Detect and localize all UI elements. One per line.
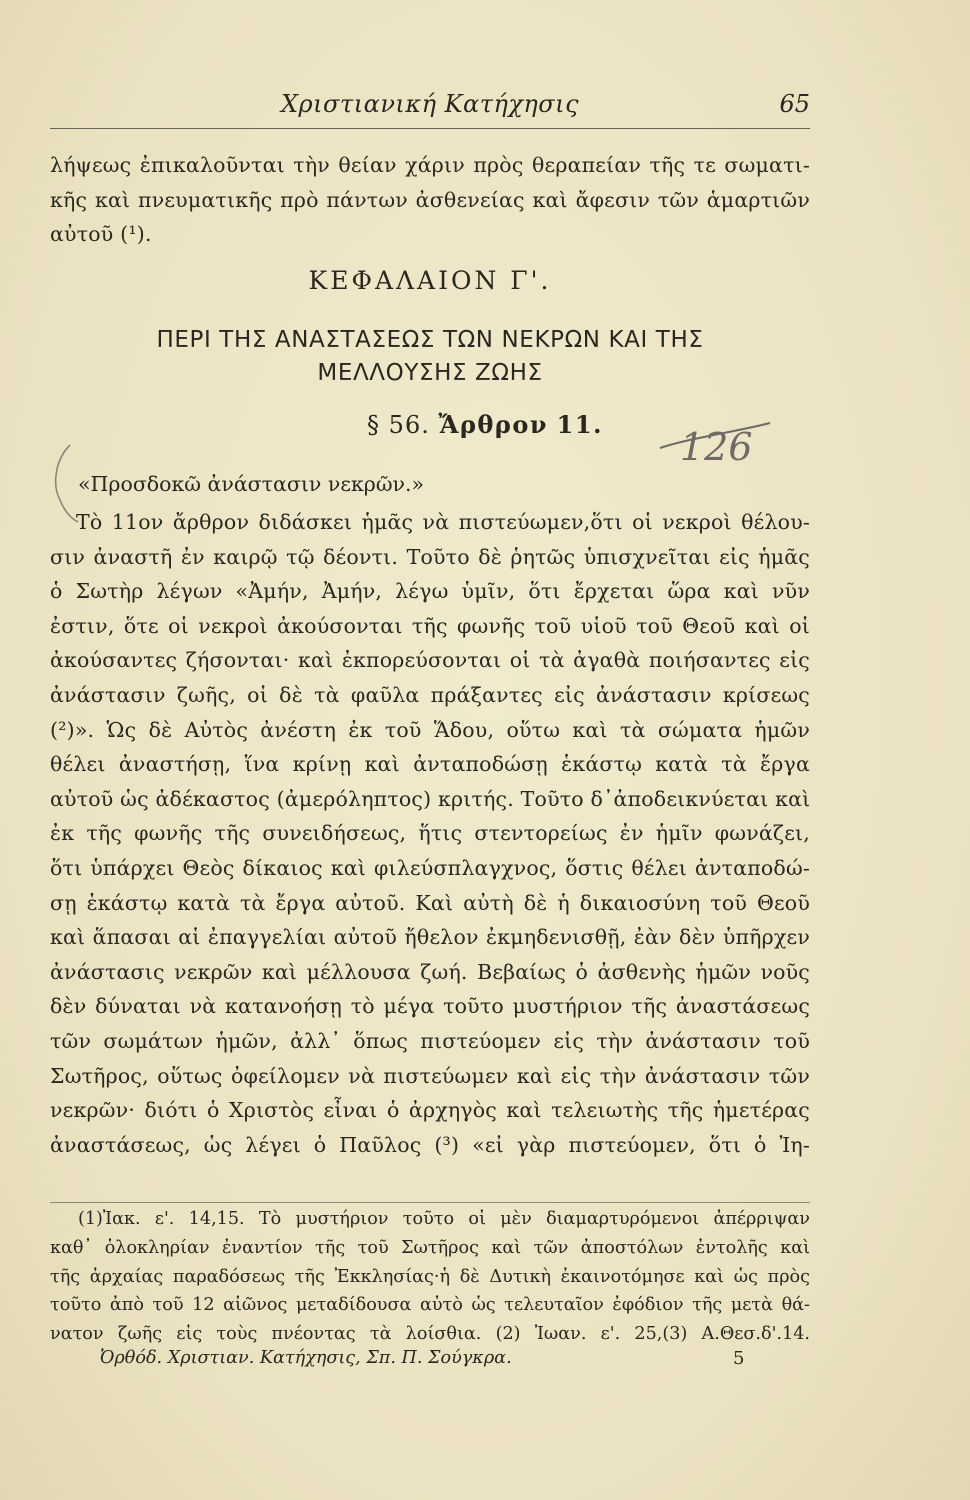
text-line: αὐτοῦ ὡς ἀδέκαστος (ἀμερόληπτος) κριτής. Τοῦτο δ᾽ἀποδεικνύεται καὶ [50, 786, 811, 811]
section-mark: § 56. [367, 411, 430, 439]
text-line: Σωτῆρος, οὕτως ὀφείλομεν νὰ πιστεύωμεν καὶ εἰς τὴν ἀνάστασιν τῶν [50, 1063, 810, 1088]
text-line: ὁ Σωτὴρ λέγων «Ἀμήν, Ἀμήν, λέγω ὑμῖν, ὅτι ἔρχεται ὥρα καὶ νῦν [50, 579, 810, 604]
footnote-line: τοῦτο ἀπὸ τοῦ 12 αἰῶνος μεταδίδουσα αὐτὸ ὡς τελευταῖον ἐφόδιον τῆς μετὰ θά- [50, 1295, 810, 1316]
text-line: νεκρῶν· διότι ὁ Χριστὸς εἶναι ὁ ἀρχηγὸς καὶ τελειωτὴς τῆς ἡμετέρας [50, 1098, 810, 1123]
intro-paragraph [50, 148, 810, 252]
text-line: ὅτι ὑπάρχει Θεὸς δίκαιος καὶ φιλεύσπλαγχνος, ὅστις θέλει ἀνταποδώ- [50, 855, 810, 880]
text-line: ἀνάστασις νεκρῶν καὶ μέλλουσα ζωή. Βεβαίως ὁ ἀσθενὴς ἡμῶν νοῦς [50, 959, 810, 984]
article-heading [0, 410, 970, 439]
article-number: 11. [556, 410, 603, 439]
text-line: (²)». Ὡς δὲ Αὐτὸς ἀνέστη ἐκ τοῦ Ἅδου, οὕτω καὶ τὰ σώματα ἡμῶν [50, 717, 810, 742]
text-line: ἀνάστασιν ζωῆς, οἱ δὲ τὰ φαῦλα πράξαντες εἰς ἀνάστασιν κρίσεως [50, 682, 810, 707]
text-line: λήψεως ἐπικαλοῦνται τὴν θείαν χάριν πρὸς θεραπείαν τῆς τε σωματι- [50, 153, 810, 177]
footnotes [50, 1202, 810, 1349]
pencil-annotation-mark [650, 408, 780, 478]
text-line: καὶ ἅπασαι αἱ ἐπαγγελίαι αὐτοῦ ἤθελον ἐκμηδενισθῇ, ἐὰν δὲν ὑπῆρχεν [50, 925, 810, 950]
main-paragraph [50, 505, 810, 1162]
text-line: κῆς καὶ πνευματικῆς πρὸ πάντων ἀσθενείας καὶ ἄφεσιν τῶν ἁμαρτιῶν [50, 187, 810, 212]
text-line: ἀκούσαντες ζήσονται· καὶ ἐκπορεύσονται οἱ τὰ ἀγαθὰ ποιήσαντες εἰς [50, 648, 810, 673]
text-line: σῃ ἑκάστῳ κατὰ τὰ ἔργα αὐτοῦ. Καὶ αὐτὴ δὲ ἡ δικαιοσύνη τοῦ Θεοῦ [50, 890, 810, 915]
article-label: Ἄρθρον [438, 410, 549, 439]
text-line: ἐκ τῆς φωνῆς τῆς συνειδήσεως, ἥτις στεντορείως ἐν ἡμῖν φωνάζει, [50, 821, 810, 846]
footnote-line: νατον ζωῆς εἰς τοὺς πνέοντας τὰ λοίσθια. (2) Ἰωαν. ε'. 25,(3) Α.Θεσ.δ'.14. [50, 1324, 810, 1345]
signature-number: 5 [733, 1348, 745, 1369]
text-line: ἀναστάσεως, ὡς λέγει ὁ Παῦλος (³) «εἰ γὰρ πιστεύομεν, ὅτι ὁ Ἰη- [50, 1132, 810, 1157]
footnote-line: καθ᾽ ὁλοκληρίαν ἐναντίον τῆς τοῦ Σωτῆρος καὶ τῶν ἀποστόλων ἐντολῆς καὶ [50, 1237, 810, 1258]
section-heading-line: ΜΕΛΛΟΥΣΗΣ ΖΩΗΣ [317, 360, 543, 386]
text-line: ἐστιν, ὅτε οἱ νεκροὶ ἀκούσονται τῆς φωνῆς τοῦ υἱοῦ τοῦ Θεοῦ καὶ οἱ [50, 613, 810, 638]
page-number: 65 [779, 90, 810, 118]
creed-quote: «Προσδοκῶ ἀνάστασιν νεκρῶν.» [78, 472, 425, 496]
footnote-line: τῆς ἀρχαίας παραδόσεως τῆς Ἐκκλησίας·ἡ δὲ Δυτικὴ ἐκαινοτόμησε καὶ ὡς πρὸς [50, 1266, 810, 1287]
text-line: δὲν δύναται νὰ κατανοήσῃ τὸ μέγα τοῦτο μυστήριον τῆς ἀναστάσεως [50, 994, 810, 1019]
text-line: αὐτοῦ (¹). [50, 222, 152, 247]
running-title: Χριστιανική Κατήχησις [280, 90, 580, 118]
page-header [50, 88, 810, 129]
section-heading [50, 324, 810, 390]
section-heading-line: ΠΕΡΙ ΤΗΣ ΑΝΑΣΤΑΣΕΩΣ ΤΩΝ ΝΕΚΡΩΝ ΚΑΙ ΤΗΣ [156, 327, 704, 353]
text-line: Τὸ 11ον ἄρθρον διδάσκει ἡμᾶς νὰ πιστεύωμεν,ὅτι οἱ νεκροὶ θέλου- [76, 510, 810, 534]
pencil-annotation-text: 126 [680, 425, 753, 469]
text-line: θέλει ἀναστήσῃ, ἵνα κρίνῃ καὶ ἀνταποδώσῃ ἑκάστῳ κατὰ τὰ ἔργα [50, 752, 810, 777]
footnote-line: (1)Ἰακ. ε'. 14,15. Τὸ μυστήριον τοῦτο οἱ μὲν διαμαρτυρόμενοι ἀπέρριψαν [78, 1209, 810, 1229]
text-line: σιν ἀναστῆ ἐν καιρῷ τῷ δέοντι. Τοῦτο δὲ ῥητῶς ὑπισχνεῖται εἰς ἡμᾶς [50, 544, 810, 569]
printer-signature: Ὀρθόδ. Χριστιαν. Κατήχησις, Σπ. Π. Σούγκρα. [100, 1348, 512, 1368]
chapter-title: ΚΕΦΑΛΑΙΟΝ Γ'. [308, 266, 552, 295]
text-line: τῶν σωμάτων ἡμῶν, ἀλλ᾽ ὅπως πιστεύομεν εἰς τὴν ἀνάστασιν τοῦ [50, 1028, 810, 1053]
